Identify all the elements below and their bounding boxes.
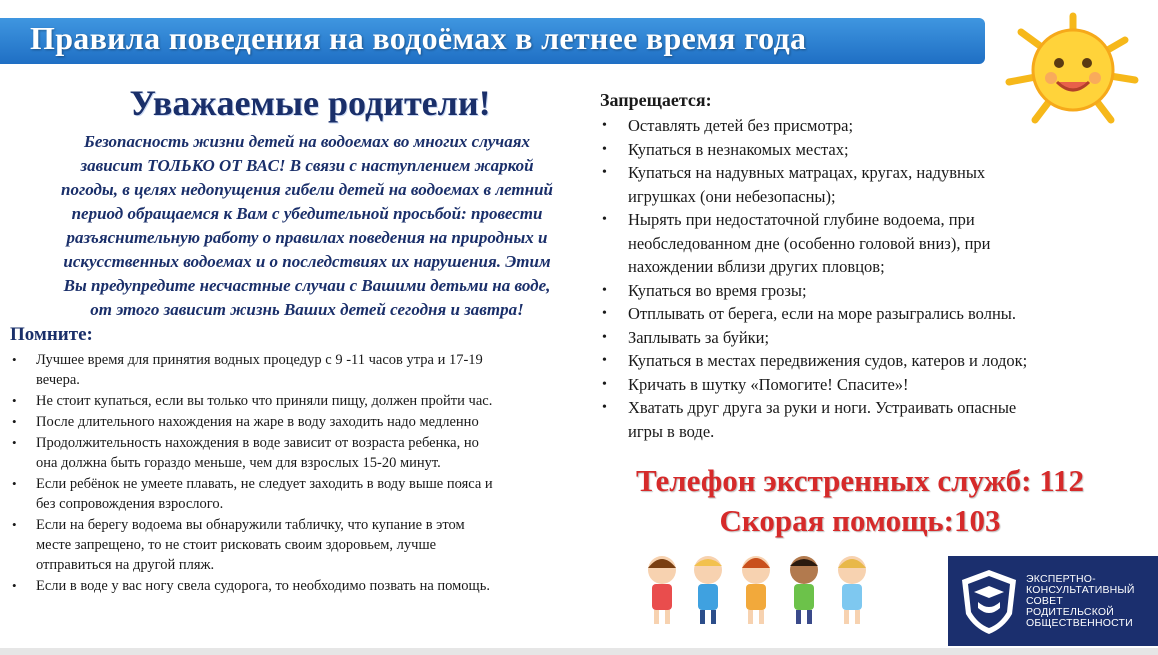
parents-heading: Уважаемые родители! xyxy=(129,83,491,123)
council-logo-block xyxy=(948,556,1158,646)
appeal-line: Безопасность жизни детей на водоемах во многих случаях xyxy=(84,132,530,151)
appeal-line: погоды, в целях недопущения гибели детей на водоемах в летний xyxy=(60,180,553,199)
list-item: • Нырять при недостаточной глубине водоема, при необследованном дне (особенно головой вниз), при нахождении вблизи других пловцов; xyxy=(600,208,1110,279)
forbidden-heading: Запрещается: xyxy=(600,90,712,110)
appeal-line: период обращаемся к Вам с убедительной просьбой: провести xyxy=(71,204,543,223)
parents-appeal xyxy=(12,130,602,322)
list-item: • Лучшее время для принятия водных процедур с 9 -11 часов утра и 17-19 вечера. xyxy=(10,350,585,390)
ambulance-phone: Скорая помощь:103 xyxy=(719,503,1001,538)
appeal-line: Вы предупредите несчастные случаи с Вашими детьми на воде, xyxy=(63,276,551,295)
appeal-line: искусственных водоемах и о последствиях их нарушения. Этим xyxy=(63,252,551,271)
page-title: Правила поведения на водоёмах в летнее время года xyxy=(30,20,807,56)
list-item: • Отплывать от берега, если на море разыгрались волны. xyxy=(600,302,1110,326)
list-item: • Купаться в местах передвижения судов, катеров и лодок; xyxy=(600,349,1110,373)
list-item: • Купаться во время грозы; xyxy=(600,279,1110,303)
list-item: • После длительного нахождения на жаре в воду заходить надо медленно xyxy=(10,412,585,432)
council-name: ЭКСПЕРТНО- КОНСУЛЬТАТИВНЫЙ СОВЕТ РОДИТЕЛЬСКОЙ ОБЩЕСТВЕННОСТИ xyxy=(1026,573,1135,629)
list-item: • Купаться на надувных матрацах, кругах, надувных игрушках (они небезопасны); xyxy=(600,161,1110,208)
remember-list xyxy=(10,350,585,597)
list-item: • Не стоит купаться, если вы только что приняли пищу, должен пройти час. xyxy=(10,391,585,411)
emergency-phone: Телефон экстренных служб: 112 xyxy=(635,463,1085,498)
list-item: • Продолжительность нахождения в воде зависит от возраста ребенка, но она должна быть гораздо меньше, чем для взрослых 15-20 минут. xyxy=(10,433,585,473)
list-item: • Если на берегу водоема вы обнаружили табличку, что купание в этом месте запрещено, то не стоит рисковать своим здоровьем, лучше отправиться на другой пляж. xyxy=(10,515,585,575)
list-item: • Оставлять детей без присмотра; xyxy=(600,114,1110,138)
bottom-edge xyxy=(0,648,1158,655)
forbidden-list xyxy=(600,114,1110,443)
list-item: • Заплывать за буйки; xyxy=(600,326,1110,350)
appeal-line: разъяснительную работу о правилах поведения на природных и xyxy=(66,228,548,247)
list-item: • Хватать друг друга за руки и ноги. Устраивать опасные игры в воде. xyxy=(600,396,1110,443)
remember-heading: Помните: xyxy=(10,324,93,345)
list-item: • Если в воде у вас ногу свела судорога, то необходимо позвать на помощь. xyxy=(10,576,585,596)
sun-icon xyxy=(985,8,1155,128)
list-item: • Кричать в шутку «Помогите! Спасите»! xyxy=(600,373,1110,397)
list-item: • Если ребёнок не умеете плавать, не следует заходить в воду выше пояса и без сопровождения взрослого. xyxy=(10,474,585,514)
appeal-line: зависит ТОЛЬКО ОТ ВАС! В связи с наступлением жаркой xyxy=(80,156,534,175)
appeal-line: от этого зависит жизнь Ваших детей сегодня и завтра! xyxy=(90,300,524,319)
children-icon xyxy=(640,548,880,628)
list-item: • Купаться в незнакомых местах; xyxy=(600,138,1110,162)
title-banner xyxy=(0,18,985,64)
council-emblem-icon xyxy=(954,566,1024,638)
